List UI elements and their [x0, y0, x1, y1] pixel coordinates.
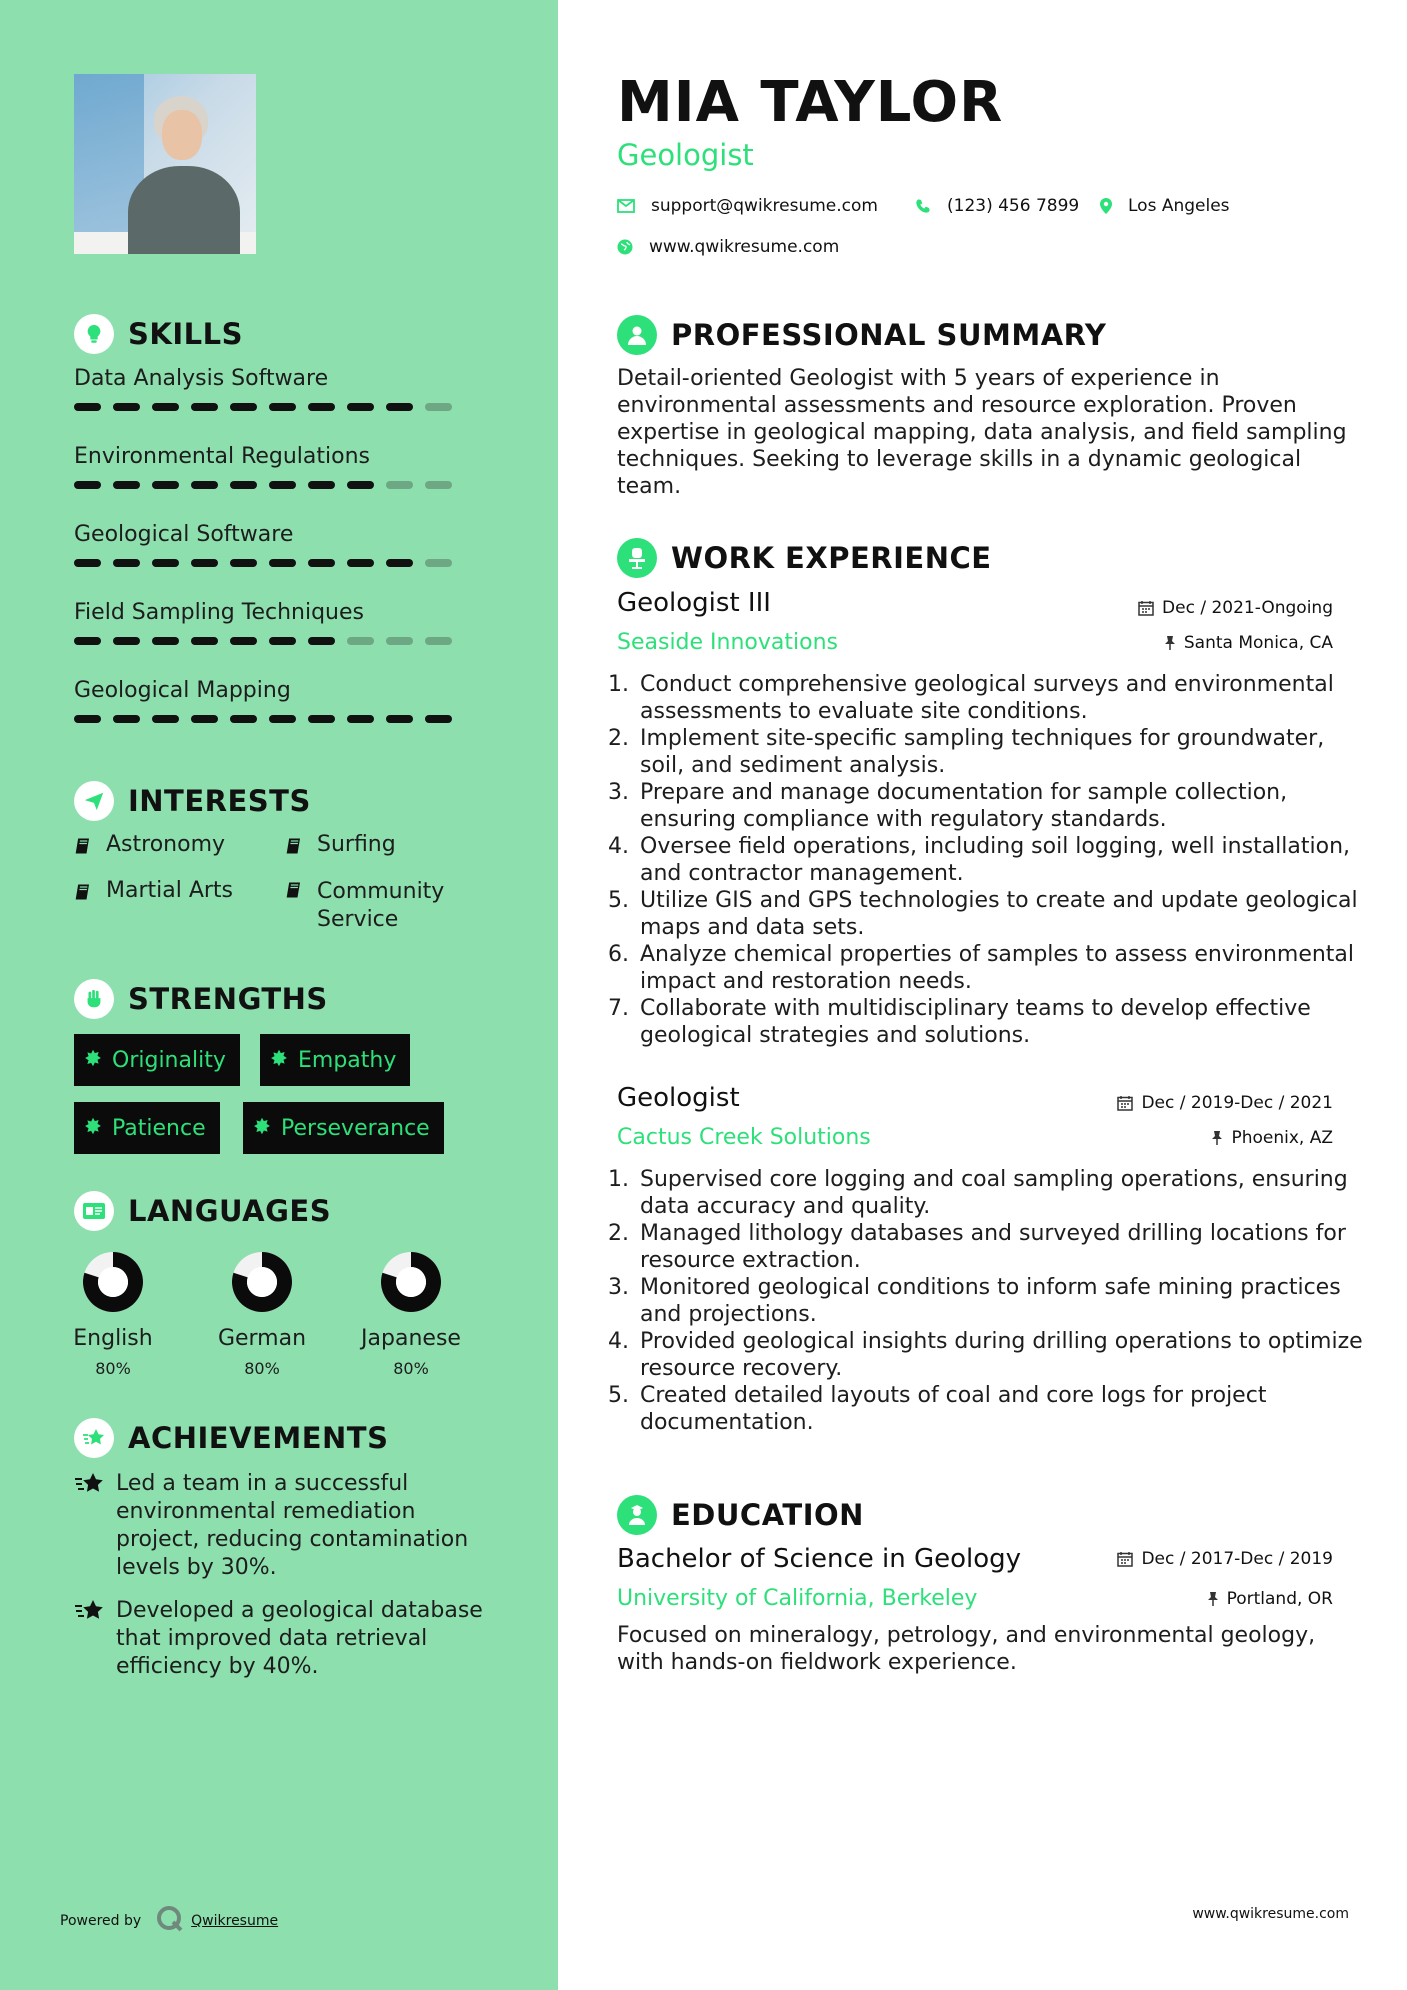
skill-name: Geological Software: [74, 522, 294, 547]
strength-tag: [74, 1102, 220, 1154]
interest-label: Astronomy: [106, 832, 226, 857]
burst-icon: [84, 1116, 102, 1141]
list-item: 5. Created detailed layouts of coal and core logs for project documentation.: [636, 1382, 1366, 1436]
education-location: Portland, OR: [1207, 1589, 1333, 1609]
language-name: Japanese: [361, 1326, 461, 1351]
education-heading: [617, 1495, 864, 1535]
skill-segment-filled: [269, 559, 296, 567]
shooting-star-icon: [74, 1597, 106, 1629]
skill-segment-filled: [152, 715, 179, 723]
contact-phone[interactable]: [915, 196, 1079, 216]
pin-icon: [1164, 635, 1176, 651]
skill-segment-filled: [113, 715, 140, 723]
phone-text[interactable]: (123) 456 7899: [947, 196, 1080, 216]
phone-icon: [915, 198, 931, 214]
list-item: 1. Supervised core logging and coal sampling operations, ensuring data accuracy and quality.: [636, 1166, 1366, 1220]
skill-segment-filled: [191, 715, 218, 723]
user-icon: [617, 315, 657, 355]
skill-segment-filled: [308, 559, 335, 567]
skill-level-bar: [74, 715, 452, 723]
job-dates: Dec / 2021-Ongoing: [1138, 598, 1333, 618]
skill-segment-filled: [191, 403, 218, 411]
skill-segment-filled: [308, 637, 335, 645]
skill-segment-filled: [308, 403, 335, 411]
skill-segment-filled: [386, 715, 413, 723]
skill-name: Geological Mapping: [74, 678, 291, 703]
skill-item: [74, 678, 474, 703]
job-title: Geologist: [617, 1083, 740, 1113]
languages-heading: [74, 1191, 331, 1231]
skill-segment-filled: [152, 403, 179, 411]
calendar-icon: [1117, 1551, 1133, 1567]
achievements-heading: [74, 1418, 388, 1458]
interests-title: INTERESTS: [128, 784, 311, 818]
paper-plane-icon: [74, 781, 114, 821]
achievements-title: ACHIEVEMENTS: [128, 1421, 389, 1455]
interest-label: Surfing: [317, 832, 396, 857]
book-icon: [74, 836, 94, 862]
education-title: EDUCATION: [671, 1498, 864, 1532]
strengths-title: STRENGTHS: [128, 982, 328, 1016]
job-responsibilities: [612, 1166, 1366, 1436]
achievement-text: Led a team in a successful environmental remediation project, reducing contamination levels by 30%.: [116, 1471, 469, 1580]
burst-icon: [253, 1116, 271, 1141]
email-text[interactable]: support@qwikresume.com: [651, 196, 878, 216]
list-item: 3. Monitored geological conditions to inform safe mining practices and projections.: [636, 1274, 1366, 1328]
skill-segment-empty: [425, 559, 452, 567]
powered-by-label: Powered by: [60, 1913, 142, 1929]
contact-email[interactable]: [617, 196, 878, 216]
list-item: 6. Analyze chemical properties of samples to assess environmental impact and restoration needs.: [636, 941, 1366, 995]
language-item: [346, 1250, 476, 1378]
achievement-item: [74, 1597, 494, 1681]
skill-segment-filled: [269, 403, 296, 411]
skill-segment-filled: [230, 481, 257, 489]
skill-segment-filled: [152, 559, 179, 567]
book-icon: [285, 836, 305, 862]
skill-name: Data Analysis Software: [74, 366, 329, 391]
skill-segment-filled: [113, 637, 140, 645]
strength-tag: [74, 1034, 240, 1086]
star-badge-icon: [74, 1418, 114, 1458]
list-item: 1. Conduct comprehensive geological surveys and environmental assessments to evaluate site conditions.: [636, 671, 1366, 725]
calendar-icon: [1117, 1095, 1133, 1111]
skill-level-bar: [74, 559, 452, 567]
strength-tag: [243, 1102, 444, 1154]
list-item: 2. Managed lithology databases and surveyed drilling locations for resource extraction.: [636, 1220, 1366, 1274]
skill-segment-filled: [191, 481, 218, 489]
interest-label: Community Service: [317, 879, 445, 932]
school-name: University of California, Berkeley: [617, 1586, 978, 1611]
experience-heading: [617, 538, 992, 578]
strength-label: Perseverance: [281, 1115, 430, 1141]
job-responsibilities: [612, 671, 1366, 1049]
education-dates: Dec / 2017-Dec / 2019: [1117, 1549, 1333, 1569]
languages-title: LANGUAGES: [128, 1194, 332, 1228]
skill-segment-empty: [425, 403, 452, 411]
language-donut: [379, 1250, 443, 1314]
candidate-role: Geologist: [617, 138, 754, 172]
qwikresume-logo-icon: [155, 1904, 185, 1938]
interest-item: [285, 878, 445, 934]
book-icon: [285, 880, 305, 908]
burst-icon: [84, 1048, 102, 1073]
skill-item: [74, 600, 474, 625]
strength-label: Empathy: [298, 1047, 397, 1073]
language-donut: [230, 1250, 294, 1314]
interest-item: [285, 832, 396, 862]
job-location: Phoenix, AZ: [1211, 1128, 1333, 1148]
list-item: 5. Utilize GIS and GPS technologies to create and update geological maps and data sets.: [636, 887, 1366, 941]
donut-hole: [396, 1267, 426, 1297]
pin-icon: [1211, 1130, 1223, 1146]
skill-name: Environmental Regulations: [74, 444, 371, 469]
calendar-icon: [1138, 600, 1154, 616]
interest-label: Martial Arts: [106, 878, 234, 903]
skill-segment-filled: [74, 637, 101, 645]
list-item: 7. Collaborate with multidisciplinary teams to develop effective geological strategies and solutions.: [636, 995, 1366, 1049]
summary-heading: [617, 315, 1106, 355]
qwikresume-link[interactable]: Qwikresume: [191, 1913, 279, 1929]
profile-photo: [74, 74, 256, 254]
strength-label: Patience: [112, 1115, 206, 1141]
skill-item: [74, 366, 474, 391]
skill-segment-filled: [269, 637, 296, 645]
job-title: Geologist III: [617, 588, 771, 618]
shooting-star-icon: [74, 1470, 106, 1502]
skill-segment-filled: [230, 715, 257, 723]
language-name: German: [217, 1326, 307, 1351]
skill-item: [74, 522, 474, 547]
skill-segment-filled: [74, 559, 101, 567]
skill-segment-empty: [347, 637, 374, 645]
skill-segment-filled: [74, 403, 101, 411]
job-dates: Dec / 2019-Dec / 2021: [1117, 1093, 1333, 1113]
interests-heading: [74, 781, 311, 821]
job-location: Santa Monica, CA: [1164, 633, 1333, 653]
website-text[interactable]: www.qwikresume.com: [649, 237, 840, 257]
book-icon: [74, 882, 94, 908]
list-item: 4. Provided geological insights during drilling operations to optimize resource recovery.: [636, 1328, 1366, 1382]
bulb-icon: [74, 314, 114, 354]
skill-level-bar: [74, 481, 452, 489]
skills-title: SKILLS: [128, 317, 243, 351]
summary-text: Detail-oriented Geologist with 5 years of experience in environmental assessments and resource exploration. Proven expertise in geological mapping, data analysis, and field sampling techniques. Seeking to leverage skills in a dynamic geological team.: [617, 366, 1347, 499]
skill-segment-empty: [425, 637, 452, 645]
achievement-item: [74, 1470, 494, 1582]
skill-segment-filled: [191, 559, 218, 567]
hand-icon: [74, 979, 114, 1019]
summary-title: PROFESSIONAL SUMMARY: [671, 318, 1107, 352]
donut-hole: [98, 1267, 128, 1297]
skill-segment-filled: [152, 637, 179, 645]
envelope-icon: [617, 199, 635, 213]
strength-tag: [260, 1034, 410, 1086]
skill-segment-filled: [230, 403, 257, 411]
language-percent: 80%: [393, 1359, 429, 1378]
skill-segment-filled: [113, 403, 140, 411]
language-donut: [81, 1250, 145, 1314]
location-text: Los Angeles: [1128, 196, 1230, 216]
skill-segment-empty: [386, 481, 413, 489]
skill-segment-filled: [308, 715, 335, 723]
contact-website[interactable]: [617, 237, 839, 257]
list-item: 2. Implement site-specific sampling techniques for groundwater, soil, and sediment analysis.: [636, 725, 1366, 779]
donut-hole: [247, 1267, 277, 1297]
skill-level-bar: [74, 637, 452, 645]
map-marker-icon: [1100, 198, 1112, 214]
skill-segment-filled: [269, 715, 296, 723]
skill-segment-empty: [386, 637, 413, 645]
language-item: [48, 1250, 178, 1378]
id-card-icon: [74, 1191, 114, 1231]
experience-title: WORK EXPERIENCE: [671, 541, 992, 575]
graduation-cap-icon: [617, 1495, 657, 1535]
interest-item: [74, 878, 233, 908]
job-company: Seaside Innovations: [617, 630, 838, 655]
pin-icon: [1207, 1591, 1219, 1607]
skill-segment-filled: [425, 715, 452, 723]
skill-segment-filled: [230, 559, 257, 567]
skills-heading: [74, 314, 243, 354]
powered-by: [60, 1904, 278, 1938]
skill-name: Field Sampling Techniques: [74, 600, 364, 625]
language-item: [197, 1250, 327, 1378]
strengths-heading: [74, 979, 328, 1019]
sidebar: [0, 0, 558, 1990]
strength-label: Originality: [112, 1047, 226, 1073]
skill-item: [74, 444, 474, 469]
skill-segment-filled: [152, 481, 179, 489]
contact-location: [1100, 196, 1230, 216]
job-company: Cactus Creek Solutions: [617, 1125, 871, 1150]
skill-segment-filled: [191, 637, 218, 645]
globe-icon: [617, 239, 633, 255]
language-percent: 80%: [244, 1359, 280, 1378]
burst-icon: [270, 1048, 288, 1073]
chair-icon: [617, 538, 657, 578]
skill-segment-empty: [425, 481, 452, 489]
list-item: 4. Oversee field operations, including soil logging, well installation, and contractor management.: [636, 833, 1366, 887]
skill-segment-filled: [386, 403, 413, 411]
interest-item: [74, 832, 225, 862]
skill-segment-filled: [230, 637, 257, 645]
footer-website[interactable]: www.qwikresume.com: [1192, 1906, 1349, 1922]
degree-title: Bachelor of Science in Geology: [617, 1544, 1022, 1574]
skill-segment-filled: [347, 403, 374, 411]
candidate-name: MIA TAYLOR: [617, 70, 1004, 135]
list-item: 3. Prepare and manage documentation for sample collection, ensuring compliance with regulatory standards.: [636, 779, 1366, 833]
skill-segment-filled: [308, 481, 335, 489]
skill-segment-filled: [113, 481, 140, 489]
skill-segment-filled: [347, 481, 374, 489]
skill-segment-filled: [74, 715, 101, 723]
education-description: Focused on mineralogy, petrology, and environmental geology, with hands-on fieldwork experience.: [617, 1623, 1316, 1675]
achievement-text: Developed a geological database that improved data retrieval efficiency by 40%.: [116, 1598, 483, 1679]
skill-level-bar: [74, 403, 452, 411]
skill-segment-filled: [269, 481, 296, 489]
skill-segment-filled: [347, 559, 374, 567]
skill-segment-filled: [386, 559, 413, 567]
skill-segment-filled: [347, 715, 374, 723]
skill-segment-filled: [74, 481, 101, 489]
language-name: English: [73, 1326, 153, 1351]
language-percent: 80%: [95, 1359, 131, 1378]
skill-segment-filled: [113, 559, 140, 567]
